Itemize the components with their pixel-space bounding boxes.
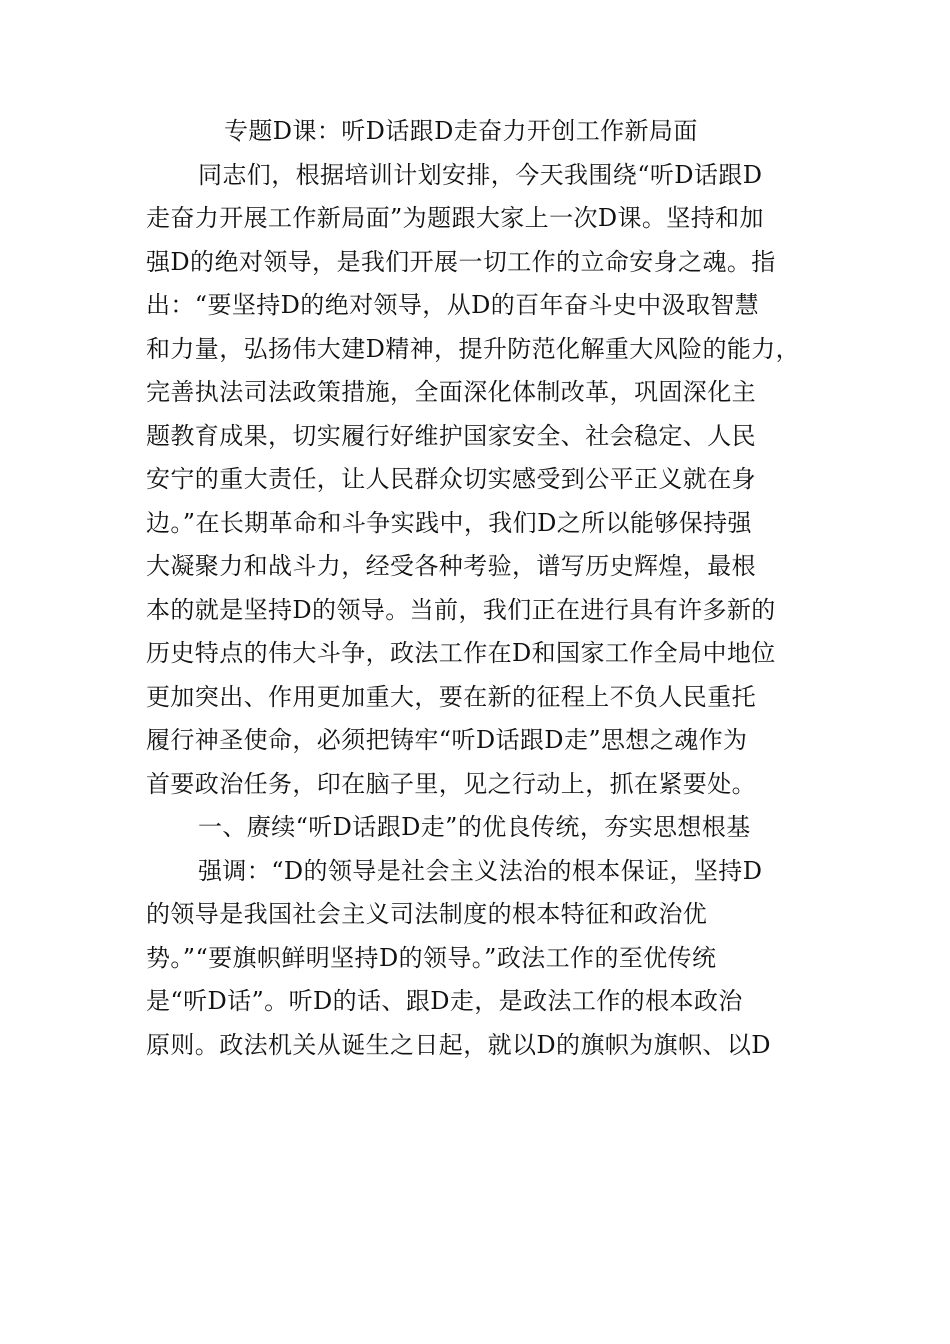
section-line-5: 原则。政法机关从诞生之日起，就以D的旗帜为旗帜、以D: [146, 1030, 771, 1059]
section-line-2: 的领导是我国社会主义司法制度的根本特征和政治优: [146, 900, 708, 928]
section-line-3: 势。”“要旗帜鲜明坚持D的领导。”政法工作的至优传统: [146, 943, 717, 972]
section-heading: 一、赓续“听D话跟D走”的优良传统，夯实思想根基: [198, 813, 751, 841]
intro-line-1: 同志们，根据培训计划安排，今天我围绕“听D话跟D: [198, 160, 763, 189]
intro-line-15: 首要政治任务，印在脑子里，见之行动上，抓在紧要处。: [146, 769, 756, 798]
intro-line-9: 边。”在长期革命和斗争实践中，我们D之所以能够保持强: [146, 508, 752, 537]
intro-line-2: 走奋力开展工作新局面”为题跟大家上一次D课。坚持和加: [146, 204, 764, 232]
document-body: [146, 110, 806, 1067]
intro-line-14: 履行神圣使命，必须把铸牢“听D话跟D走”思想之魂作为: [146, 726, 748, 754]
intro-line-3: 强D的绝对领导，是我们开展一切工作的立命安身之魂。指: [146, 247, 776, 276]
intro-line-7: 题教育成果，切实履行好维护国家安全、社会稳定、人民: [146, 421, 756, 450]
intro-line-6: 完善执法司法政策措施，全面深化体制改革，巩固深化主: [146, 378, 756, 406]
intro-line-12: 历史特点的伟大斗争，政法工作在D和国家工作全局中地位: [146, 639, 776, 667]
section-line-1: 强调：“D的领导是社会主义法治的根本保证，坚持D: [198, 856, 763, 885]
intro-line-13: 更加突出、作用更加重大，要在新的征程上不负人民重托: [146, 682, 756, 711]
intro-line-8: 安宁的重大责任，让人民群众切实感受到公平正义就在身: [146, 465, 756, 493]
document-title: 专题D课：听D话跟D走奋力开创工作新局面: [224, 117, 698, 145]
intro-line-5: 和力量，弘扬伟大建D精神，提升防范化解重大风险的能力，: [146, 334, 801, 363]
section-line-4: 是“听D话”。听D的话、跟D走，是政法工作的根本政治: [146, 987, 743, 1015]
intro-line-4: 出：“要坚持D的绝对领导，从D的百年奋斗史中汲取智慧: [146, 291, 760, 319]
intro-line-11: 本的就是坚持D的领导。当前，我们正在进行具有许多新的: [146, 595, 776, 624]
intro-line-10: 大凝聚力和战斗力，经受各种考验，谱写历史辉煌，最根: [146, 552, 756, 580]
